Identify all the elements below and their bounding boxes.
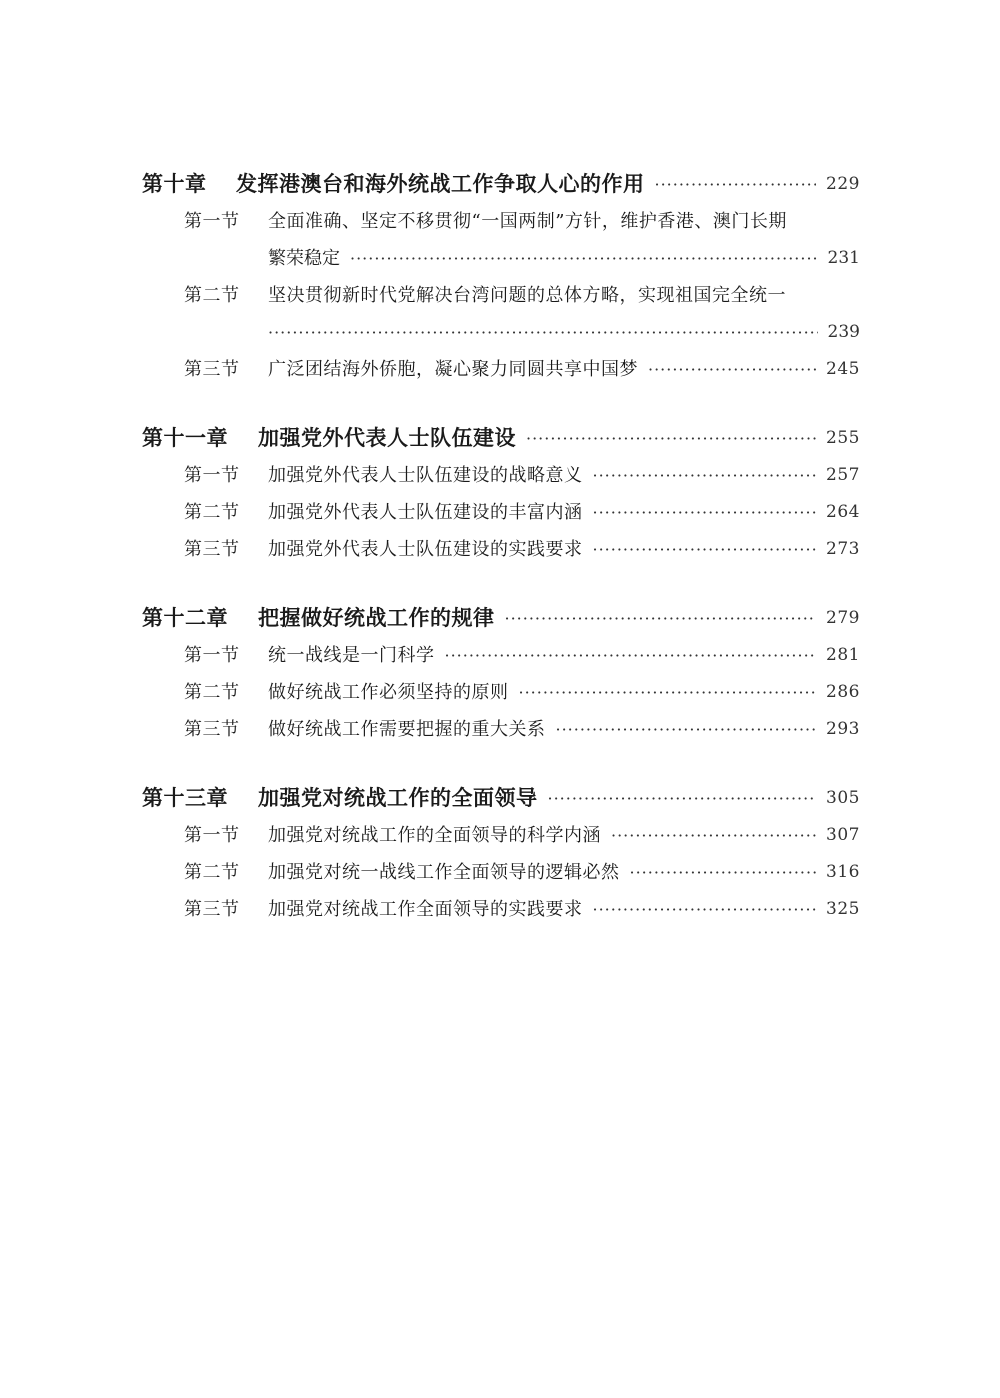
- page-number: 325: [826, 899, 860, 919]
- section-title: 广泛团结海外侨胞，凝心聚力同圆共享中国梦: [268, 359, 638, 380]
- section-title: 加强党外代表人士队伍建设的战略意义: [268, 465, 583, 486]
- page-number: 257: [826, 465, 860, 485]
- page-number: 305: [826, 788, 860, 808]
- section-title: 加强党外代表人士队伍建设的实践要求: [268, 539, 583, 560]
- section-entry[interactable]: [142, 711, 860, 748]
- chapter-label: 第十二章: [142, 606, 228, 630]
- table-of-contents: [142, 166, 860, 960]
- dot-leader: [505, 600, 817, 637]
- section-title: 做好统战工作需要把握的重大关系: [268, 719, 546, 740]
- section-title: 坚决贯彻新时代党解决台湾问题的总体方略，实现祖国完全统一: [268, 285, 786, 306]
- section-entry[interactable]: [142, 854, 860, 891]
- section-title: 加强党对统战工作的全面领导的科学内涵: [268, 825, 601, 846]
- dot-leader: [519, 674, 817, 711]
- chapter-title: 发挥港澳台和海外统战工作争取人心的作用: [236, 172, 645, 196]
- section-entry[interactable]: [142, 277, 860, 314]
- page-number: 255: [826, 428, 860, 448]
- chapter-title: 加强党外代表人士队伍建设: [258, 426, 516, 450]
- chapter-12: [142, 600, 860, 748]
- dot-leader: [630, 854, 817, 891]
- chapter-title: 把握做好统战工作的规律: [258, 606, 495, 630]
- page-number: 293: [826, 719, 860, 739]
- page-number: 316: [826, 862, 860, 882]
- section-entry[interactable]: [142, 351, 860, 388]
- section-title: 做好统战工作必须坚持的原则: [268, 682, 509, 703]
- dot-leader: [268, 314, 818, 351]
- section-title: 加强党外代表人士队伍建设的丰富内涵: [268, 502, 583, 523]
- page-number: 281: [826, 645, 860, 665]
- section-label: 第一节: [184, 465, 240, 486]
- dot-leader: [556, 711, 817, 748]
- section-label: 第二节: [184, 502, 240, 523]
- section-entry[interactable]: [142, 891, 860, 928]
- section-label: 第三节: [184, 539, 240, 560]
- section-entry[interactable]: [142, 203, 860, 240]
- dot-leader: [593, 457, 817, 494]
- section-entry[interactable]: [142, 457, 860, 494]
- page-number: 231: [827, 248, 860, 268]
- dot-leader: [593, 531, 817, 568]
- dot-leader: [526, 420, 816, 457]
- dot-leader: [593, 891, 817, 928]
- page-number: 264: [826, 502, 860, 522]
- chapter-label: 第十章: [142, 172, 207, 196]
- dot-leader: [648, 351, 816, 388]
- dot-leader: [655, 166, 817, 203]
- section-label: 第二节: [184, 682, 240, 703]
- section-label: 第一节: [184, 645, 240, 666]
- section-label: 第二节: [184, 862, 240, 883]
- section-entry[interactable]: [142, 817, 860, 854]
- chapter-entry[interactable]: [142, 780, 860, 817]
- section-label: 第一节: [184, 211, 240, 232]
- section-label: 第三节: [184, 899, 240, 920]
- section-title: 全面准确、坚定不移贯彻“一国两制”方针，维护香港、澳门长期: [268, 211, 787, 232]
- dot-leader: [611, 817, 816, 854]
- page-number: 307: [826, 825, 860, 845]
- chapter-entry[interactable]: [142, 420, 860, 457]
- chapter-label: 第十一章: [142, 426, 228, 450]
- page-number: 229: [826, 174, 860, 194]
- chapter-entry[interactable]: [142, 600, 860, 637]
- chapter-entry[interactable]: [142, 166, 860, 203]
- section-entry[interactable]: [142, 674, 860, 711]
- section-title-continued: 繁荣稳定: [268, 248, 340, 269]
- section-entry[interactable]: [142, 494, 860, 531]
- chapter-13: [142, 780, 860, 928]
- chapter-title: 加强党对统战工作的全面领导: [258, 786, 538, 810]
- section-label: 第三节: [184, 359, 240, 380]
- section-label: 第一节: [184, 825, 240, 846]
- chapter-label: 第十三章: [142, 786, 228, 810]
- page-number: 245: [826, 359, 860, 379]
- section-entry-continued[interactable]: [142, 240, 860, 277]
- page-number: 286: [826, 682, 860, 702]
- dot-leader: [350, 240, 818, 277]
- section-entry[interactable]: [142, 531, 860, 568]
- chapter-11: [142, 420, 860, 568]
- dot-leader: [593, 494, 817, 531]
- section-title: 加强党对统战工作全面领导的实践要求: [268, 899, 583, 920]
- page-number: 279: [826, 608, 860, 628]
- section-entry[interactable]: [142, 637, 860, 674]
- section-title: 加强党对统一战线工作全面领导的逻辑必然: [268, 862, 620, 883]
- dot-leader: [445, 637, 817, 674]
- section-label: 第三节: [184, 719, 240, 740]
- page-number: 273: [826, 539, 860, 559]
- section-title: 统一战线是一门科学: [268, 645, 435, 666]
- chapter-10: [142, 166, 860, 388]
- page-number: 239: [827, 322, 860, 342]
- section-entry-continued[interactable]: [142, 314, 860, 351]
- dot-leader: [548, 780, 817, 817]
- section-label: 第二节: [184, 285, 240, 306]
